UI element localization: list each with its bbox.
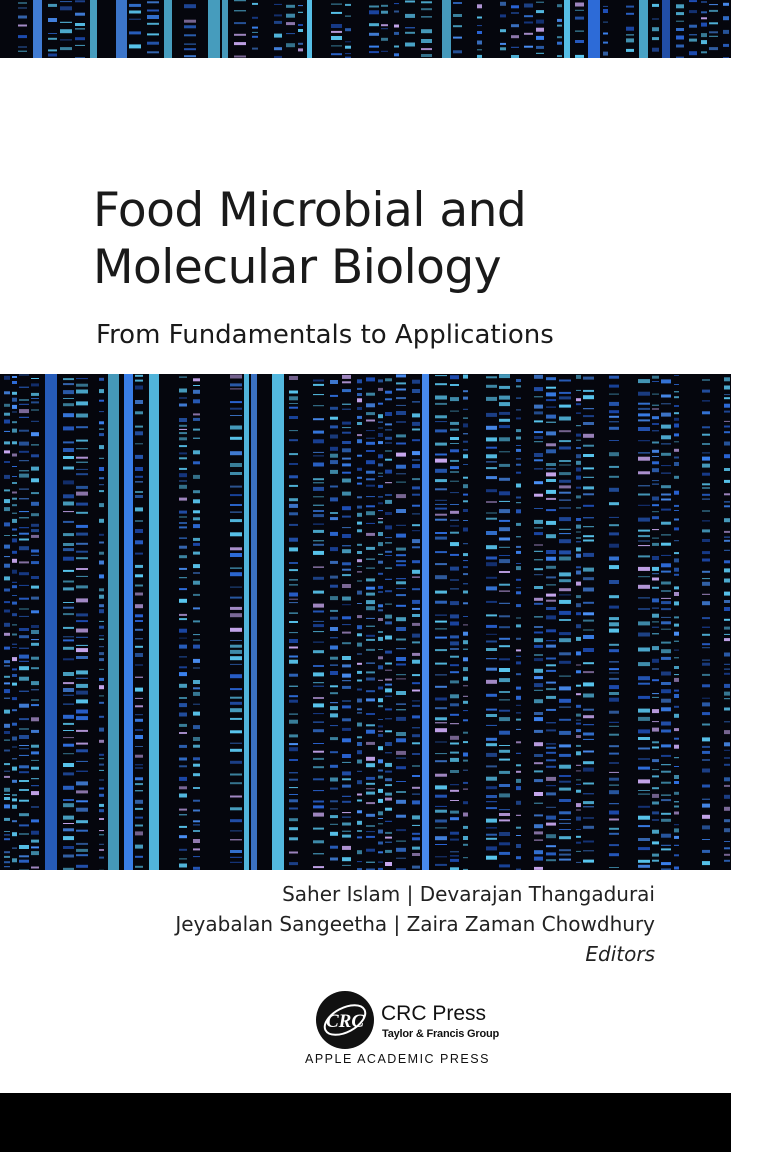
editors-role: Editors <box>585 942 655 966</box>
editors-line-1: Saher Islam | Devarajan Thangadurai <box>282 882 655 906</box>
top-dna-band <box>0 0 731 58</box>
publisher-group: Taylor & Francis Group <box>382 1028 500 1040</box>
editors-block <box>175 879 655 969</box>
dna-sequencing-pattern <box>0 374 731 870</box>
publisher-imprint: APPLE ACADEMIC PRESS <box>305 1052 490 1066</box>
title-line-2: Molecular Biology <box>93 240 502 295</box>
dna-sequencing-image <box>0 374 731 870</box>
book-title <box>93 182 723 296</box>
title-line-1: Food Microbial and <box>93 183 527 238</box>
crc-logo-icon <box>315 990 375 1050</box>
editors-line-2: Jeyabalan Sangeetha | Zaira Zaman Chowdhury <box>175 912 655 936</box>
book-subtitle: From Fundamentals to Applications <box>96 320 554 350</box>
top-dna-pattern <box>0 0 731 58</box>
bottom-bar <box>0 1093 731 1152</box>
publisher-name: CRC Press <box>381 1002 487 1025</box>
crc-logo-text: CRC <box>325 1011 365 1032</box>
publisher-block <box>305 990 535 1074</box>
